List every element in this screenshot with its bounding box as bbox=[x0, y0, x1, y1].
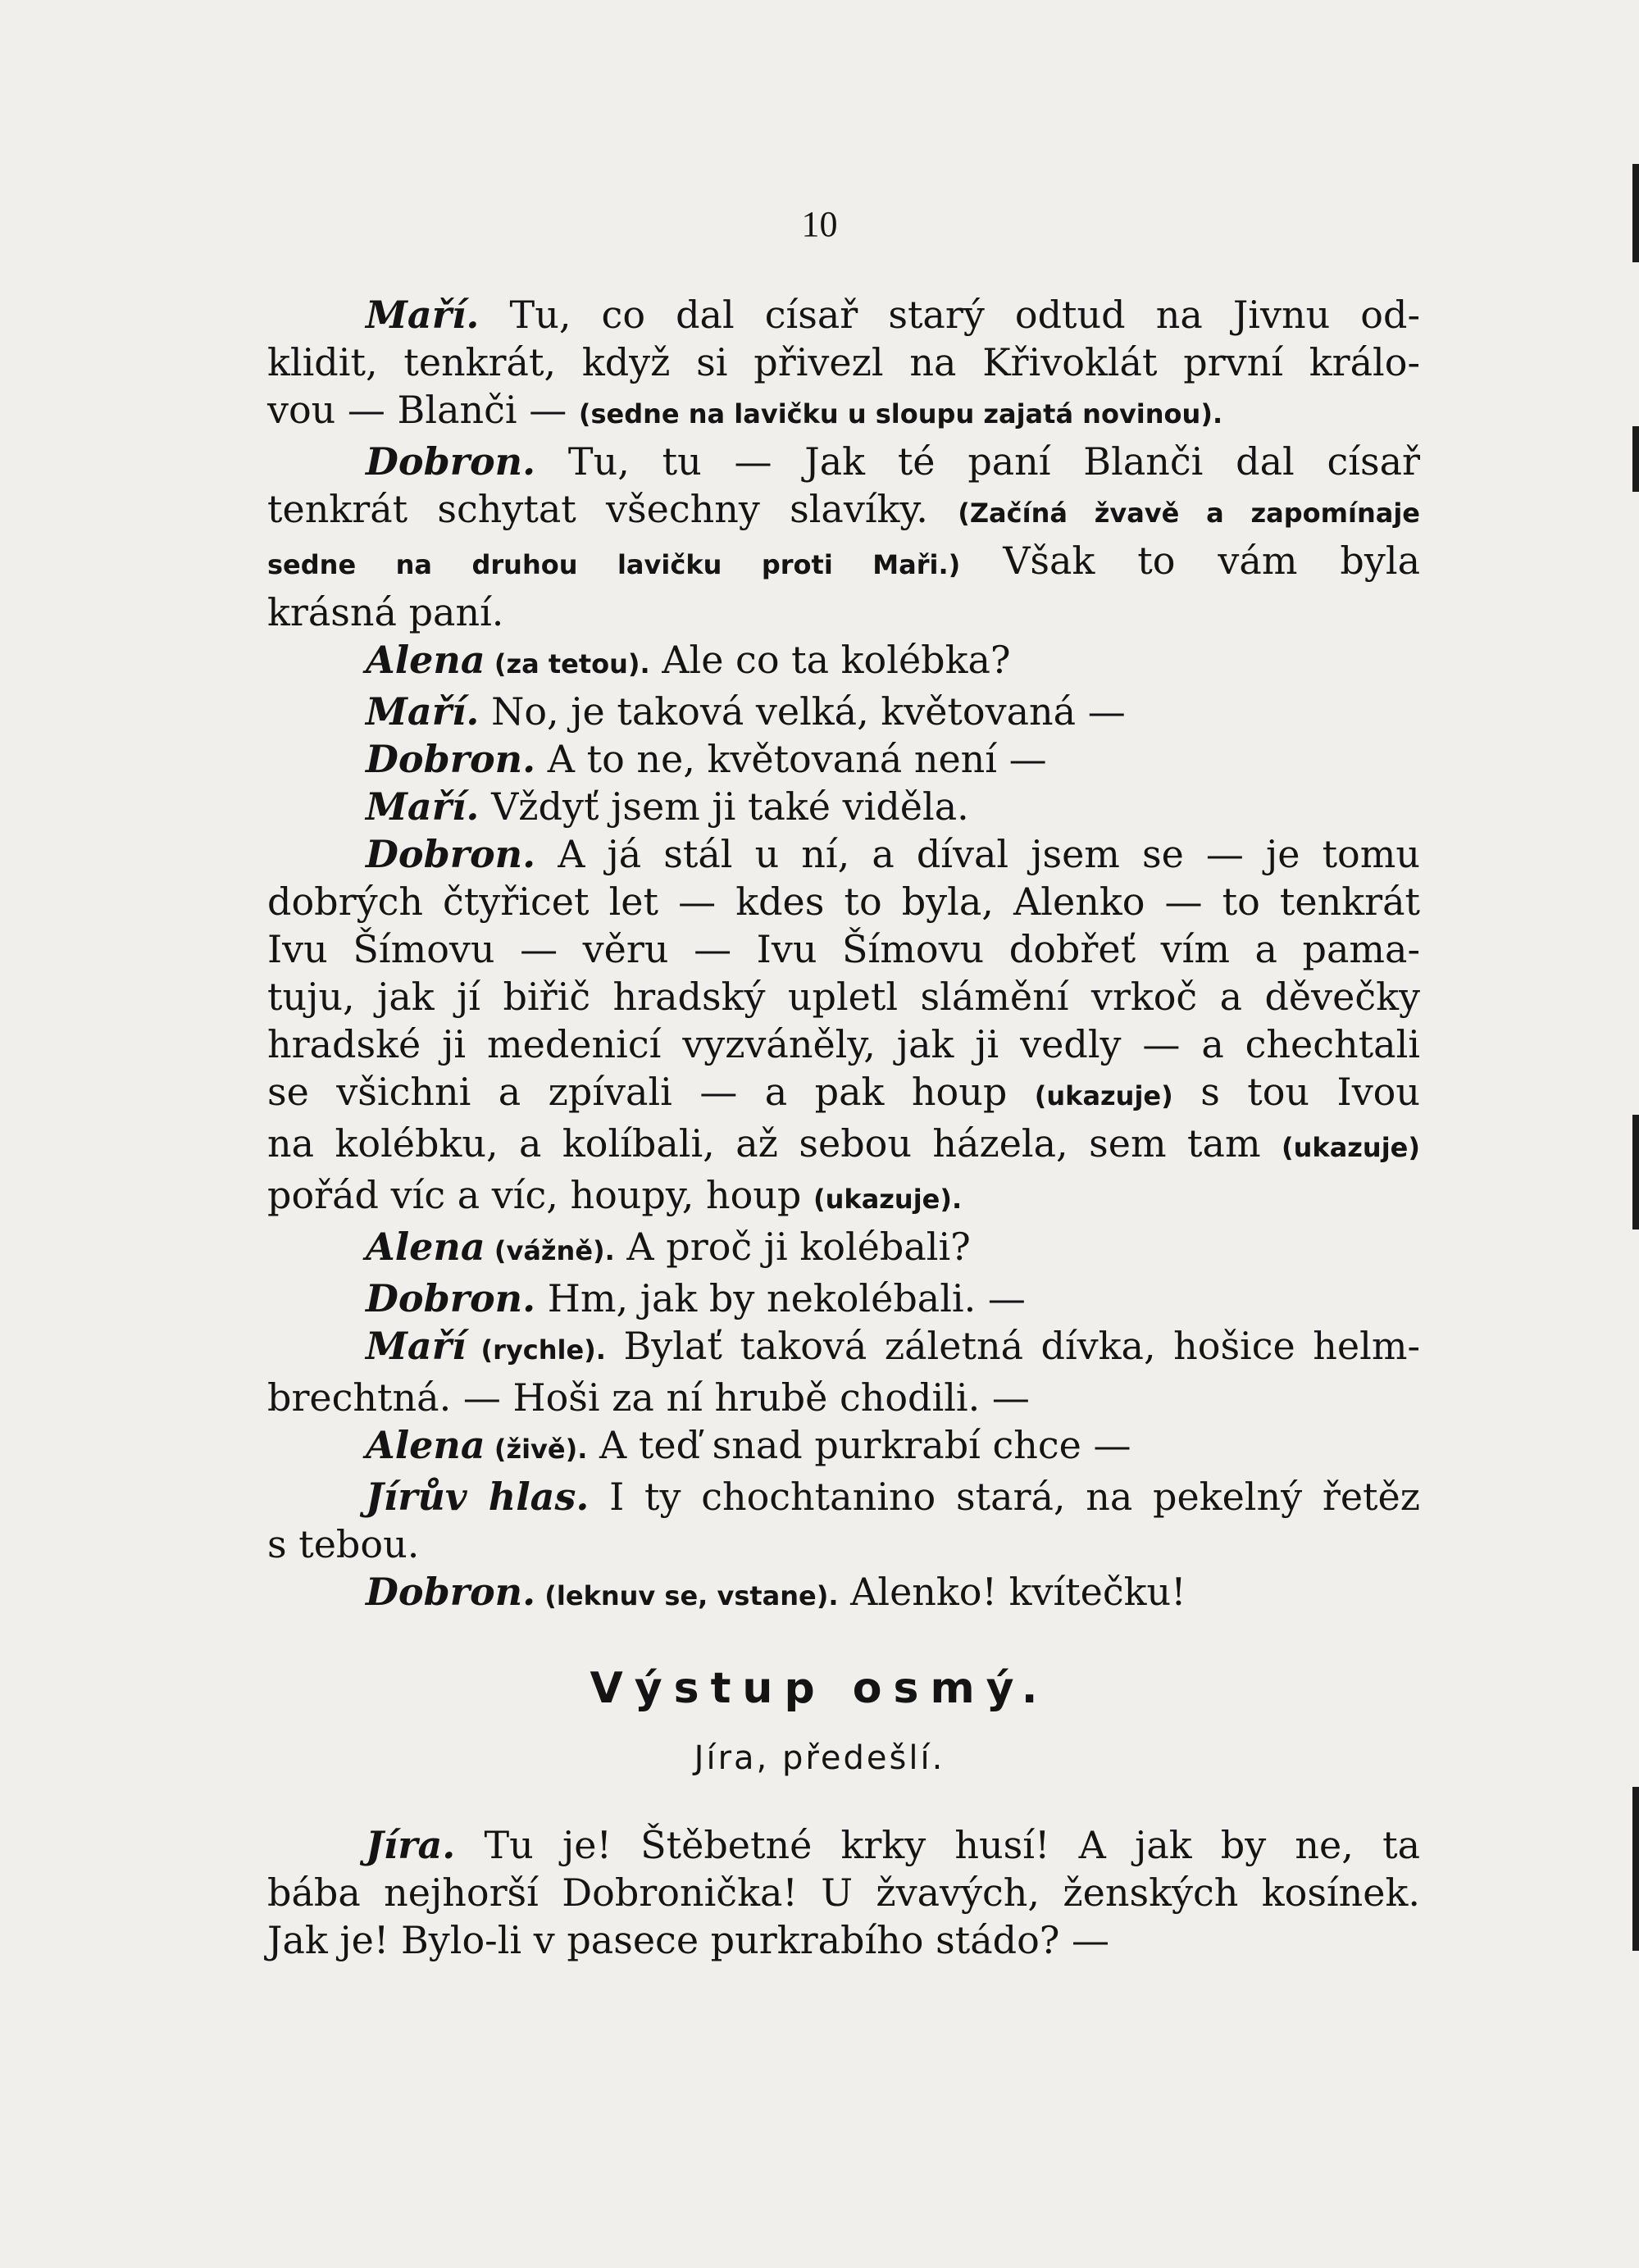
stage-direction: (vážně). bbox=[485, 1235, 615, 1266]
speaker-name: Jíra. bbox=[366, 1823, 456, 1867]
text-line bbox=[267, 1223, 1420, 1275]
line-text: Alenko! kvítečku! bbox=[838, 1570, 1186, 1614]
line-text: tuju, jak jí biřič hradský upletl slámění vrkoč a děvečky bbox=[267, 975, 1420, 1019]
text-line bbox=[267, 1020, 1420, 1068]
line-text: A teď snad purkrabí chce — bbox=[587, 1423, 1131, 1467]
page-number: 10 bbox=[801, 204, 838, 244]
section-characters: Jíra, předešlí. bbox=[694, 1739, 945, 1777]
speaker-name: Dobron. bbox=[366, 832, 536, 876]
line-text: s tou Ivou bbox=[1172, 1070, 1420, 1114]
stage-direction: (leknuv se, vstane). bbox=[535, 1580, 839, 1611]
text-line bbox=[267, 1275, 1420, 1322]
stage-direction: (rychle). bbox=[466, 1334, 606, 1366]
text-line bbox=[267, 735, 1420, 783]
line-text: s tebou. bbox=[267, 1522, 420, 1566]
speaker-name: Maří. bbox=[366, 293, 480, 337]
stage-direction: (živě). bbox=[485, 1434, 588, 1465]
section-title: Výstup osmý. bbox=[590, 1664, 1049, 1713]
line-text: hradské ji medenicí vyzváněly, jak ji vedly — a chechtali bbox=[267, 1022, 1420, 1066]
text-line bbox=[267, 1520, 1420, 1568]
line-text: Hm, jak by nekolébali. — bbox=[535, 1276, 1026, 1320]
stage-direction: (sedne na lavičku u sloupu zajatá novinou). bbox=[578, 398, 1223, 430]
line-text: No, je taková velká, květovaná — bbox=[479, 689, 1126, 734]
speaker-name: Alena bbox=[366, 1423, 485, 1467]
speaker-name: Maří. bbox=[366, 689, 480, 734]
page-edge-shadow bbox=[1632, 1787, 1639, 1951]
speaker-name: Dobron. bbox=[366, 737, 536, 781]
stage-direction: (Začíná žvavě a zapomínaje bbox=[958, 498, 1421, 529]
line-text: Bylať taková záletná dívka, hošice helm- bbox=[605, 1324, 1420, 1368]
speaker-name: Dobron. bbox=[366, 439, 536, 484]
line-text: A já stál u ní, a díval jsem se — je tomu bbox=[535, 832, 1420, 876]
line-text: A to ne, květovaná není — bbox=[535, 737, 1047, 781]
text-line bbox=[267, 485, 1420, 537]
stage-direction: sedne na druhou lavičku proti Maři.) bbox=[267, 549, 961, 580]
text-line bbox=[267, 1869, 1420, 1916]
line-text: bába nejhorší Dobronička! U žvavých, ženských kosínek. bbox=[267, 1870, 1420, 1915]
speaker-name: Alena bbox=[366, 638, 485, 682]
line-text: krásná paní. bbox=[267, 590, 504, 634]
line-text: pořád víc a víc, houpy, houp bbox=[267, 1173, 813, 1217]
dialogue-text bbox=[267, 291, 1420, 1620]
text-line bbox=[267, 438, 1420, 485]
text-line bbox=[267, 537, 1420, 589]
stage-direction: (ukazuje). bbox=[813, 1184, 963, 1215]
speaker-name: Dobron. bbox=[366, 1276, 536, 1320]
text-line bbox=[267, 1068, 1420, 1120]
speaker-name: Maří. bbox=[366, 784, 480, 829]
text-line bbox=[267, 830, 1420, 878]
line-text: Vždyť jsem ji také viděla. bbox=[479, 784, 969, 829]
text-line bbox=[267, 925, 1420, 973]
line-text: Tu, tu — Jak té paní Blanči dal císař bbox=[535, 439, 1420, 484]
page-edge-shadow bbox=[1632, 1115, 1639, 1229]
stage-direction: (ukazuje) bbox=[1282, 1132, 1420, 1163]
text-line bbox=[267, 1916, 1420, 1964]
text-line bbox=[267, 636, 1420, 688]
text-line bbox=[267, 1568, 1420, 1620]
page-edge-shadow bbox=[1632, 164, 1639, 262]
text-line bbox=[267, 1473, 1420, 1520]
line-text: Však to vám byla bbox=[960, 539, 1420, 583]
text-line bbox=[267, 973, 1420, 1020]
speaker-name: Dobron. bbox=[366, 1570, 536, 1614]
line-text: Jak je! Bylo-li v pasece purkrabího stádo? — bbox=[267, 1918, 1110, 1962]
line-text: dobrých čtyřicet let — kdes to byla, Alenko — to tenkrát bbox=[267, 879, 1420, 924]
text-line bbox=[267, 1171, 1420, 1223]
page-edge-shadow bbox=[1632, 426, 1639, 492]
line-text: se všichni a zpívali — a pak houp bbox=[267, 1070, 1035, 1114]
stage-direction: (za tetou). bbox=[485, 648, 650, 679]
text-line bbox=[267, 386, 1420, 438]
line-text: klidit, tenkrát, když si přivezl na Křivoklát první králo- bbox=[267, 340, 1420, 384]
text-line bbox=[267, 783, 1420, 830]
text-line bbox=[267, 1120, 1420, 1171]
text-line bbox=[267, 339, 1420, 386]
text-line bbox=[267, 1821, 1420, 1869]
text-line bbox=[267, 1421, 1420, 1473]
text-line bbox=[267, 1322, 1420, 1374]
line-text: na kolébku, a kolíbali, až sebou házela, sem tam bbox=[267, 1121, 1282, 1166]
line-text: Ivu Šímovu — věru — Ivu Šímovu dobřeť vím a pama- bbox=[267, 927, 1420, 971]
text-line bbox=[267, 1374, 1420, 1421]
line-text: Tu, co dal císař starý odtud na Jivnu od- bbox=[479, 293, 1420, 337]
text-line bbox=[267, 878, 1420, 925]
text-line bbox=[267, 589, 1420, 636]
speaker-name: Jírův hlas. bbox=[366, 1475, 590, 1519]
line-text: vou — Blanči — bbox=[267, 388, 579, 432]
stage-direction: (ukazuje) bbox=[1034, 1080, 1173, 1111]
dialogue-text-2 bbox=[267, 1821, 1420, 1964]
speaker-name: Alena bbox=[366, 1225, 485, 1269]
line-text: tenkrát schytat všechny slavíky. bbox=[267, 487, 958, 531]
speaker-name: Maří bbox=[366, 1324, 467, 1368]
line-text: I ty chochtanino stará, na pekelný řetěz bbox=[589, 1475, 1420, 1519]
text-line bbox=[267, 688, 1420, 735]
line-text: A proč ji kolébali? bbox=[614, 1225, 971, 1269]
line-text: Ale co ta kolébka? bbox=[649, 638, 1011, 682]
line-text: brechtná. — Hoši za ní hrubě chodili. — bbox=[267, 1375, 1030, 1420]
line-text: Tu je! Štěbetné krky husí! A jak by ne, ta bbox=[455, 1823, 1420, 1867]
text-line bbox=[267, 291, 1420, 339]
